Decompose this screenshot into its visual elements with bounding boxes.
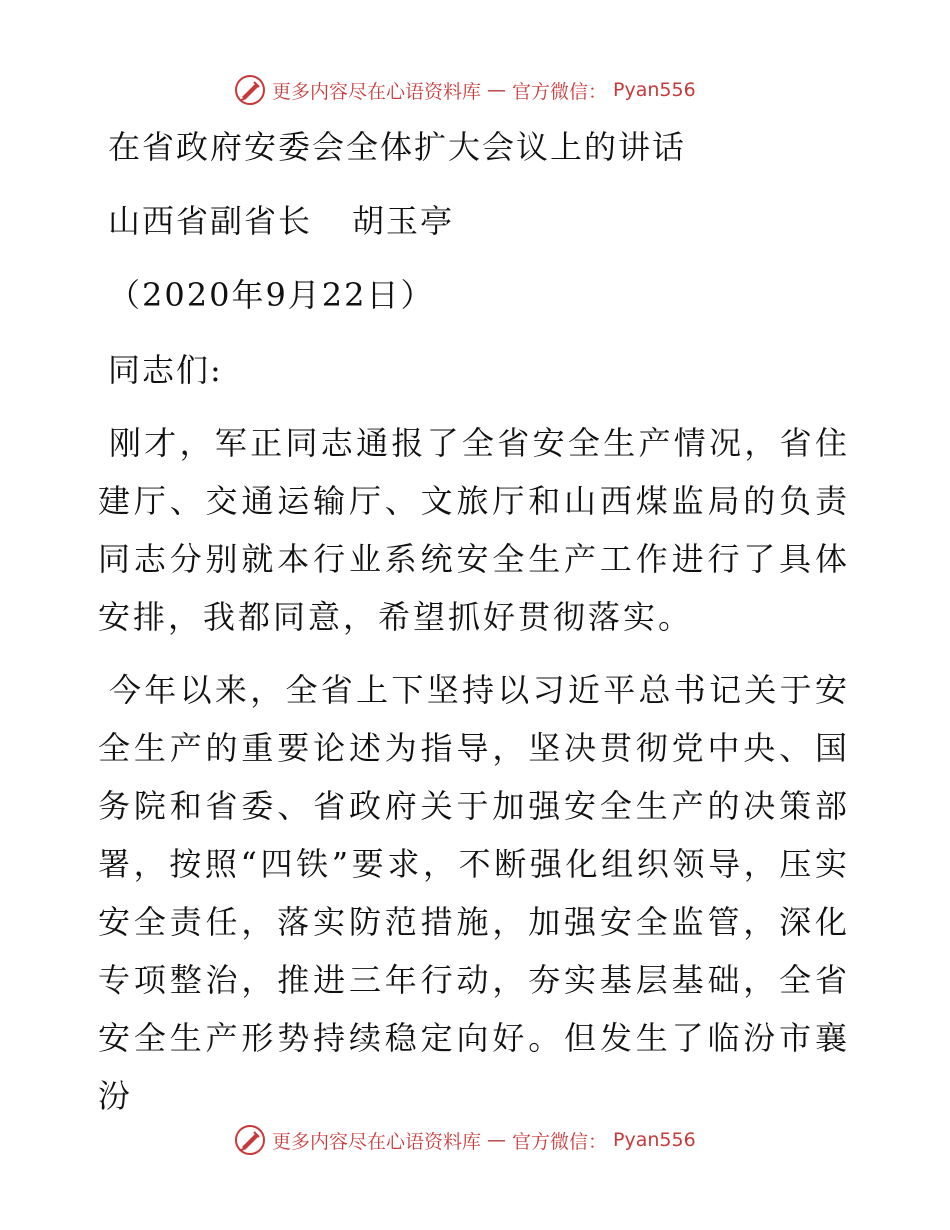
salutation: 同志们: (108, 351, 223, 389)
speech-date: （2020年9月22日） (108, 276, 435, 314)
header-watermark (234, 72, 714, 108)
pen-logo-icon (234, 74, 266, 106)
watermark-label: 官方微信： (512, 80, 608, 103)
watermark-site-text: 更多内容尽在心语资料库 (272, 80, 482, 103)
watermark-site-text: 更多内容尽在心语资料库 (272, 1130, 482, 1153)
watermark-id: Pyan556 (613, 1129, 696, 1151)
paragraph-1: 刚才，军正同志通报了全省安全生产情况，省住建厅、交通运输厅、文旅厅和山西煤监局的负责同志分别就本行业系统安全生产工作进行了具体安排，我都同意，希望抓好贯彻落实。 (98, 424, 850, 636)
pen-logo-icon (234, 1124, 266, 1156)
document-title: 在省政府安委会全体扩大会议上的讲话 (108, 128, 687, 166)
watermark-separator: — (487, 1129, 507, 1151)
speaker-title: 山西省副省长 (108, 202, 313, 240)
paragraph-2: 今年以来，全省上下坚持以习近平总书记关于安全生产的重要论述为指导，坚决贯彻党中央、国务院和省委、省政府关于加强安全生产的决策部署，按照“四铁”要求，不断强化组织领导，压实安全责任，落实防范措施，加强安全监管，深化专项整治，推进三年行动，夯实基层基础，全省安全生产形势持续稳定向好。但发生了临汾市襄汾 (98, 671, 850, 1115)
speaker-line (108, 201, 454, 241)
watermark-label: 官方微信： (512, 1130, 608, 1153)
footer-watermark (234, 1122, 714, 1158)
watermark-separator: — (487, 79, 507, 101)
watermark-id: Pyan556 (613, 79, 696, 101)
speaker-name: 胡玉亭 (352, 202, 455, 240)
